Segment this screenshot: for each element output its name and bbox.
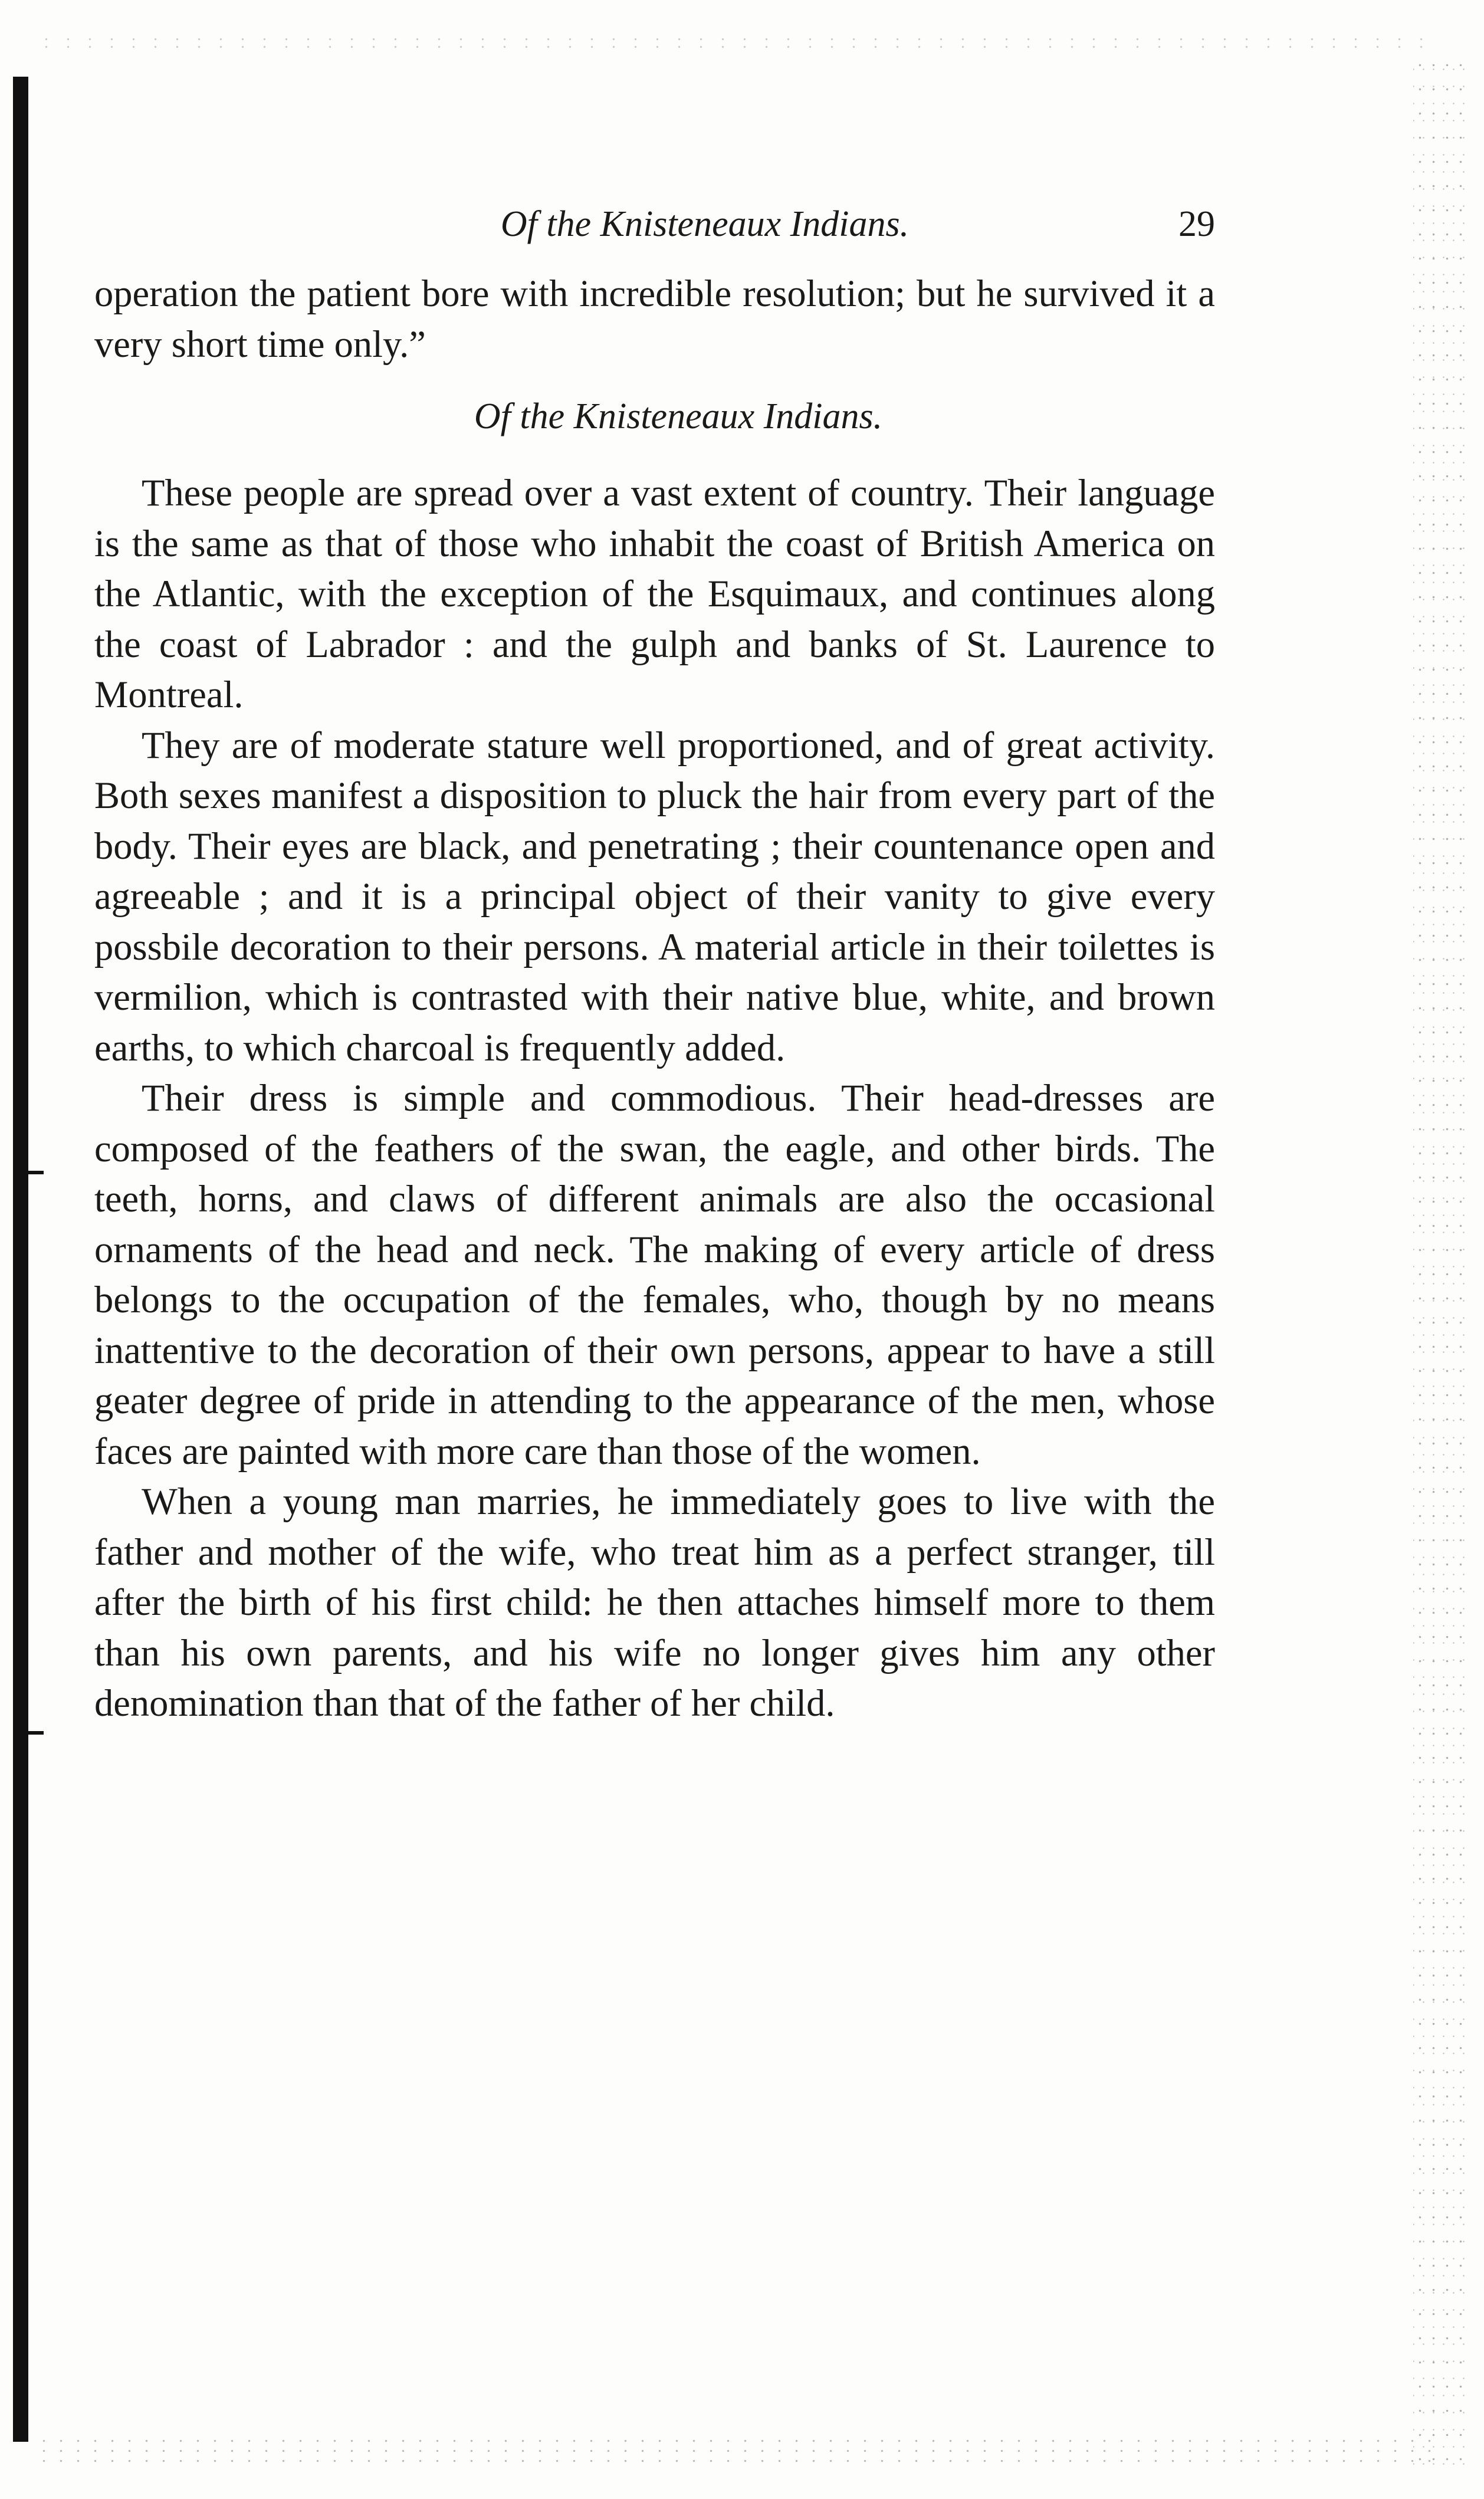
page-number: 29 xyxy=(1178,204,1215,244)
body-text xyxy=(94,268,1215,1729)
running-head xyxy=(195,201,1215,248)
continuation-paragraph: operation the patient bore with incredible resolution; but he survived it a very short time only.” xyxy=(94,272,1215,365)
section-heading: Of the Knisteneaux Indians. xyxy=(474,396,883,436)
paragraph-stature-and-appearance: They are of moderate stature well proportioned, and of great activity. Both sexes manifest a disposition to pluck the hair from every part of the body. Their eyes are black, and penetrating ; their countenance open and agreeable ; and it is a principal object of their vanity to give every possbile decoration to their persons. A material article in their toilettes is vermilion, which is contrasted with their native blue, white, and brown earths, to which charcoal is frequently added. xyxy=(94,724,1215,1069)
running-head-title: Of the Knisteneaux Indians. xyxy=(500,204,910,244)
binding-edge xyxy=(13,77,28,2442)
scan-noise-top xyxy=(35,35,1439,53)
scan-noise-bottom xyxy=(35,2436,1439,2465)
binding-notch-upper xyxy=(26,1171,44,1174)
paragraph-dress: Their dress is simple and commodious. Their head-dresses are composed of the feathers of the swan, the eagle, and other birds. The teeth, horns, and claws of different animals are also the occasional ornaments of the head and neck. The making of every article of dress belongs to the occupation of the females, who, though by no means inattentive to the decoration of their own persons, appear to have a still geater degree of pride in attending to the appearance of the men, whose faces are painted with more care than those of the women. xyxy=(94,1077,1215,1472)
scan-noise-right-margin xyxy=(1413,53,1466,2471)
binding-notch-lower xyxy=(26,1731,44,1735)
paragraph-extent-of-country: These people are spread over a vast extent of country. Their language is the same as that of those who inhabit the coast of British America on the Atlantic, with the exception of the Esquimaux, and continues along the coast of Labrador : and the gulph and banks of St. Laurence to Montreal. xyxy=(94,472,1215,715)
paragraph-marriage-customs: When a young man marries, he immediately goes to live with the father and mother of the wife, who treat him as a perfect stranger, till after the birth of his first child: he then attaches himself more to them than his own parents, and his wife no longer gives him any other denomination than that of the father of her child. xyxy=(94,1480,1215,1724)
